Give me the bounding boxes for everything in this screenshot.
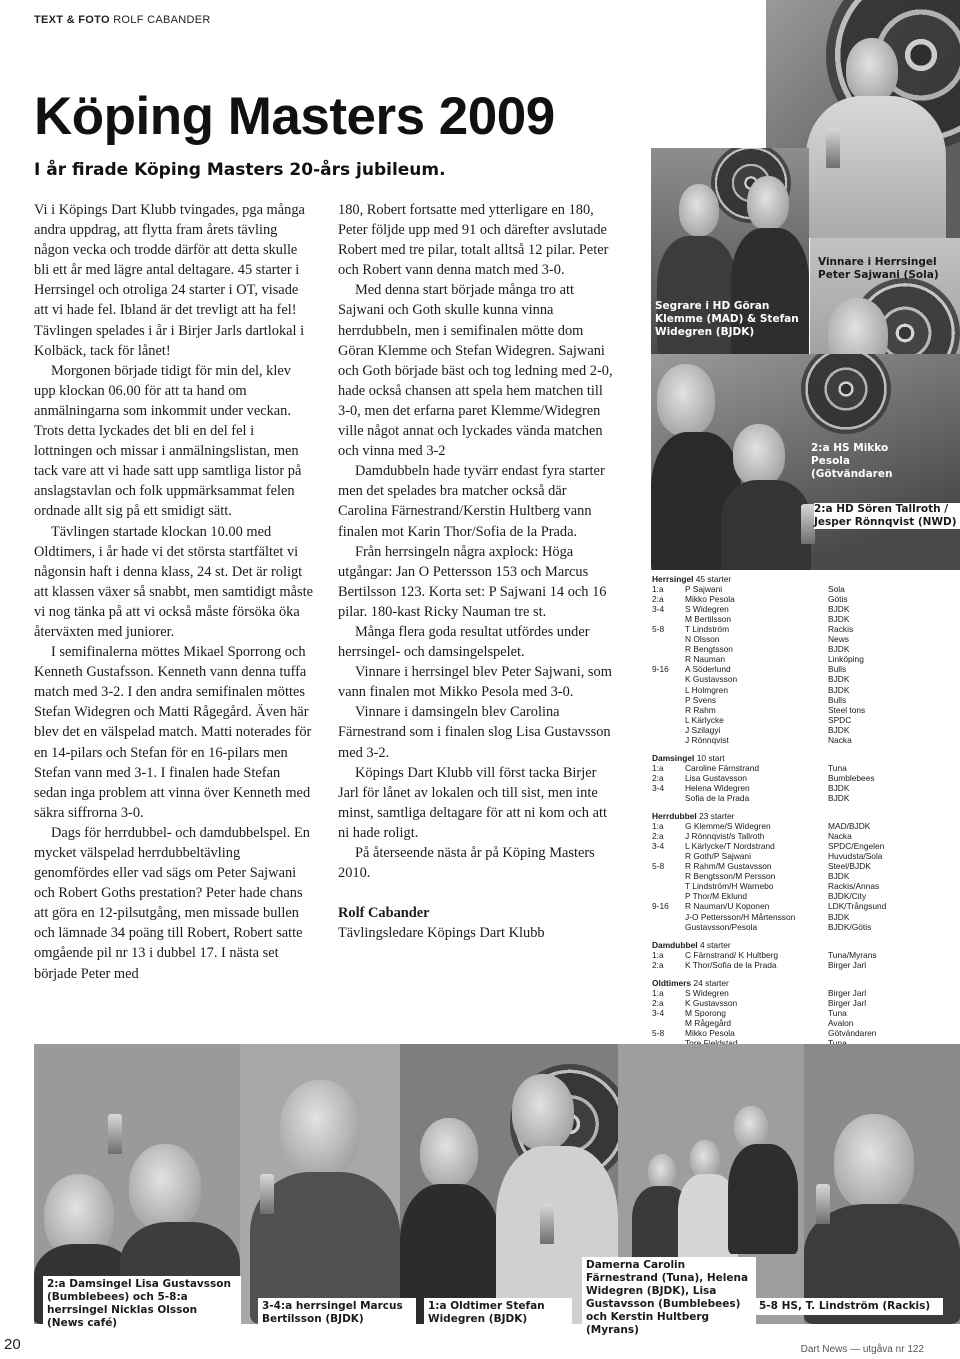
photo-credit [34, 14, 211, 26]
magazine-footer: Dart News — utgåva nr 122 [800, 1344, 924, 1355]
result-row: 3-4 L Kärlycke/T Nordstrand SPDC/Engelen [652, 841, 885, 852]
caption-hd-winners: Segrare i HD Göran Klemme (MAD) & Stefan Widegren (BJDK) [655, 300, 799, 338]
result-row: 2:a K Thor/Sofia de la Prada Birger Jarl [652, 959, 867, 970]
result-row: 5-8 T Lindström Rackis [652, 624, 854, 635]
caption-hs-second: 2:a HS Mikko Pesola (Götvändaren [811, 442, 893, 480]
paragraph: Tävlingen startade klockan 10.00 med Oldtimers, i år hade vi det största startfältet vi någonsin haft i denna klass, 24 st. Det är roligt att klassen växer så snabbt, men samtidigt måste vi nog tänka på att vi också måste försöka öka återväxten med juniorer. [34, 523, 313, 640]
result-row: 5-8 Mikko Pesola Götvändaren [652, 1027, 877, 1038]
result-row: K Gustavsson BJDK [685, 674, 850, 685]
result-row: 1:a G Klemme/S Widegren MAD/BJDK [652, 821, 871, 832]
result-row: 3-4 M Sporong Tuna [652, 1007, 847, 1018]
caption-hs-34: 3-4:a herrsingel Marcus Bertilsson (BJDK) [258, 1298, 416, 1328]
result-row: R Rahm Steel tons [685, 704, 866, 715]
result-row: 3-4 Helena Widegren BJDK [652, 782, 850, 793]
result-row: R Bengtsson/M Persson BJDK [685, 871, 850, 882]
result-row: 1:a C Färnstrand/ K Hultberg Tuna/Myrans [652, 949, 877, 960]
result-row: N Olsson News [685, 634, 849, 645]
section-heading: Damdubbel [652, 939, 698, 950]
result-row: Gustavsson/Pesola BJDK/Götis [685, 921, 872, 932]
paragraph: Köpings Dart Klubb vill först tacka Birjer Jarl för lånet av lokalen och till sist, men inte minst, samtliga deltagare för att ni kom och att ni hade roligt. [338, 764, 607, 841]
caption-ds-second: 2:a Damsingel Lisa Gustavsson (Bumblebees) och 5-8:a herrsingel Nicklas Olsson (News café) [43, 1276, 241, 1332]
text-column-2 [338, 200, 614, 943]
caption-dd-winners: Damerna Carolin Färnestrand (Tuna), Helena Widegren (BJDK), Lisa Gustavsson (Bumblebees) och Kerstin Hultberg (Myrans) [582, 1257, 756, 1339]
paragraph: Morgonen började tidigt för min del, klev upp klockan 06.00 för att ta hand om anmälningarna som inkommit under veckan. Trots detta lyckades det bli en del fel i lottningen och missar i anmälningslistan, men tack vare att vi hade satt upp samtliga listor på anslagstavlan och folk uppmärksammat felen ordnade allt sig på ett smidigt sätt. [34, 362, 302, 520]
result-row: 9-16 R Nauman/U Koponen LDK/Trångsund [652, 901, 887, 912]
signature-role: Tävlingsledare Köpings Dart Klubb [338, 925, 545, 942]
result-row: 2:a Lisa Gustavsson Bumblebees [652, 772, 875, 783]
paragraph: Vinnare i herrsingel blev Peter Sajwani, som vann finalen mot Mikko Pesola med 3-0. [338, 664, 612, 701]
paragraph: Vi i Köpings Dart Klubb tvingades, pga många andra uppdrag, att flytta fram årets tävling någon vecka och trodde därför att detta skulle bli ett år med lägre antal deltagare. 45 starter i Herrsingel och otroliga 24 starter i OT, visade att vi hade fel. Ibland är det trevligt att ha fel! Tävlingen spelades i år i Birjer Jarls dartlokal i Kolbäck, tack för lånet! [34, 202, 305, 359]
trophy-icon [540, 1204, 554, 1244]
result-row: P Thor/M Eklund BJDK/City [685, 891, 867, 902]
section-heading: Herrdubbel [652, 811, 697, 822]
signature [338, 903, 614, 943]
paragraph: 180, Robert fortsatte med ytterligare en 180, Peter följde upp med 91 och därefter avslutade Robert med tre pilar, totalt alltså 12 pilar. Peter och Robert vann denna match med 3-0. [338, 202, 609, 279]
paragraph: I semifinalerna möttes Mikael Sporrong och Kenneth Gustafsson. Kenneth vann denna tuffa match med 3-2. I den andra semifinalen möttes Stefan Widegren och Matti Rågegård. Även här blev det en välspelad match. Matti noterades för en 14-pilars och Stefan för en 16-pilars men Stefan vann med 3-1. I finalen hade Stefan sedan inga problem att vinna över Kenneth med säkra siffrorna 3-0. [34, 644, 312, 821]
paragraph: Med denna start började många tro att Sajwani och Goth skulle kunna vinna herrdubbeln, men i semifinalen mötte dom Göran Klemme och Stefan Widegren. Sajwani och Goth började bäst och tog ledning med 2-0, hade också chansen att spela hem matchen till 3-0, men det erfarna paret Klemme/Widegren ville något annat och lyckades vända matchen och vinna med 3-2 [338, 282, 613, 460]
article-subtitle: I år firade Köping Masters 20-års jubileum. [34, 160, 446, 180]
text-column-1 [34, 200, 315, 984]
result-row: 5-8 R Rahm/M Gustavsson Steel/BJDK [652, 861, 871, 872]
result-row: Sofia de la Prada BJDK [685, 792, 850, 803]
results-section-herrsingel [652, 574, 910, 745]
result-row: J Rönnqvist Nacka [685, 734, 852, 745]
result-row: M Rågegård Avalon [685, 1017, 854, 1028]
result-row: R Goth/P Sajwani Huvudsta/Sola [685, 851, 883, 862]
page-number: 20 [4, 1336, 21, 1353]
result-row: 1:a P Sajwani Sola [652, 584, 845, 595]
result-row: 9-16 A Söderlund Bulls [652, 664, 847, 675]
section-count: 4 starter [699, 939, 731, 950]
paragraph: Många flera goda resultat utfördes under herrsingel- och damsingelspelet. [338, 623, 590, 661]
credit-label: TEXT & FOTO [34, 14, 110, 26]
result-row: L Holmgren BJDK [685, 684, 850, 695]
results-section-damdubbel [652, 940, 910, 970]
paragraph: Från herrsingeln några axplock: Höga utgångar: Jan O Pettersson 153 och Marcus Bertilsson 123. Korta set: P Sajwani 14 och 16 pilar. 180-kast Ricky Nauman tre st. [338, 543, 607, 620]
section-count: 23 starter [699, 811, 735, 822]
section-count: 10 start [696, 752, 725, 763]
result-row: M Bertilsson BJDK [685, 614, 850, 625]
section-heading: Oldtimers [652, 977, 692, 988]
result-row: 1:a Caroline Färnstrand Tuna [652, 762, 847, 773]
credit-author: ROLF CABANDER [113, 14, 211, 26]
section-heading: Herrsingel [652, 574, 694, 584]
section-count: 45 starter [695, 574, 732, 584]
result-row: L Kärlycke SPDC [685, 714, 852, 725]
result-row: 2:a K Gustavsson Birger Jarl [652, 997, 867, 1008]
caption-hd-second: 2:a HD Sören Tallroth / Jesper Rönnqvist (NWD) [814, 503, 960, 529]
paragraph: Vinnare i damsingeln blev Carolina Färnestrand som i finalen slog Lisa Gustavsson med 3-2. [338, 704, 611, 761]
results-section-damsingel [652, 753, 910, 803]
photo-hs-second [651, 354, 960, 570]
article-title: Köping Masters 2009 [34, 87, 555, 146]
results-section-herrdubbel [652, 811, 910, 932]
result-row: 2:a Mikko Pesola Götis [652, 594, 848, 605]
trophy-icon [826, 128, 840, 168]
section-count: 24 starter [693, 977, 729, 988]
signature-name: Rolf Cabander [338, 905, 430, 922]
result-row: 1:a S Widegren Birger Jarl [652, 987, 867, 998]
result-row: R Nauman Linköping [685, 654, 864, 665]
result-row: 2:a J Rönnqvist/s Tallroth Nacka [652, 831, 852, 842]
caption-ot-winner: 1:a Oldtimer Stefan Widegren (BJDK) [424, 1298, 572, 1328]
photo-hs-34 [240, 1044, 400, 1324]
trophy-icon [801, 504, 815, 544]
result-row: J Szilagyi BJDK [685, 724, 850, 735]
results-table [652, 574, 910, 1068]
section-heading: Damsingel [652, 752, 695, 763]
caption-hs-58: 5-8 HS, T. Lindström (Rackis) [755, 1298, 943, 1315]
result-row: P Svens Bulls [685, 694, 847, 705]
result-row: T Lindström/H Warnebo Rackis/Annas [685, 881, 880, 892]
caption-hs-winner: Vinnare i Herrsingel Peter Sajwani (Sola) [818, 256, 939, 281]
paragraph: På återseende nästa år på Köping Masters 2010. [338, 845, 595, 882]
photo-hs-58 [804, 1044, 960, 1324]
result-row: J-O Pettersson/H Mårtensson BJDK [685, 911, 850, 922]
trophy-icon [108, 1114, 122, 1154]
paragraph: Damdubbeln hade tyvärr endast fyra starter men det spelades bra matcher också där Carolina Färnestrand/Kerstin Hultberg vann finalen mot Karin Thor/Sofia de la Prada. [338, 463, 605, 540]
trophy-icon [260, 1174, 274, 1214]
result-row: R Bengtsson BJDK [685, 644, 850, 655]
paragraph: Dags för herrdubbel- och damdubbelspel. En mycket välspelad herrdubbeltävling genomfördes eller vad sägs om Peter Sajwani och Robert Goths prestation? Peter hade chans att göra en 12-pilsutgång, men missade bullen och lämnade 34 poäng till Robert, Robert satte omgående pil nr 13 i dubbel 17. I nästa set började Peter med [34, 824, 310, 982]
trophy-icon [816, 1184, 830, 1224]
result-row: 3-4 S Widegren BJDK [652, 604, 850, 615]
